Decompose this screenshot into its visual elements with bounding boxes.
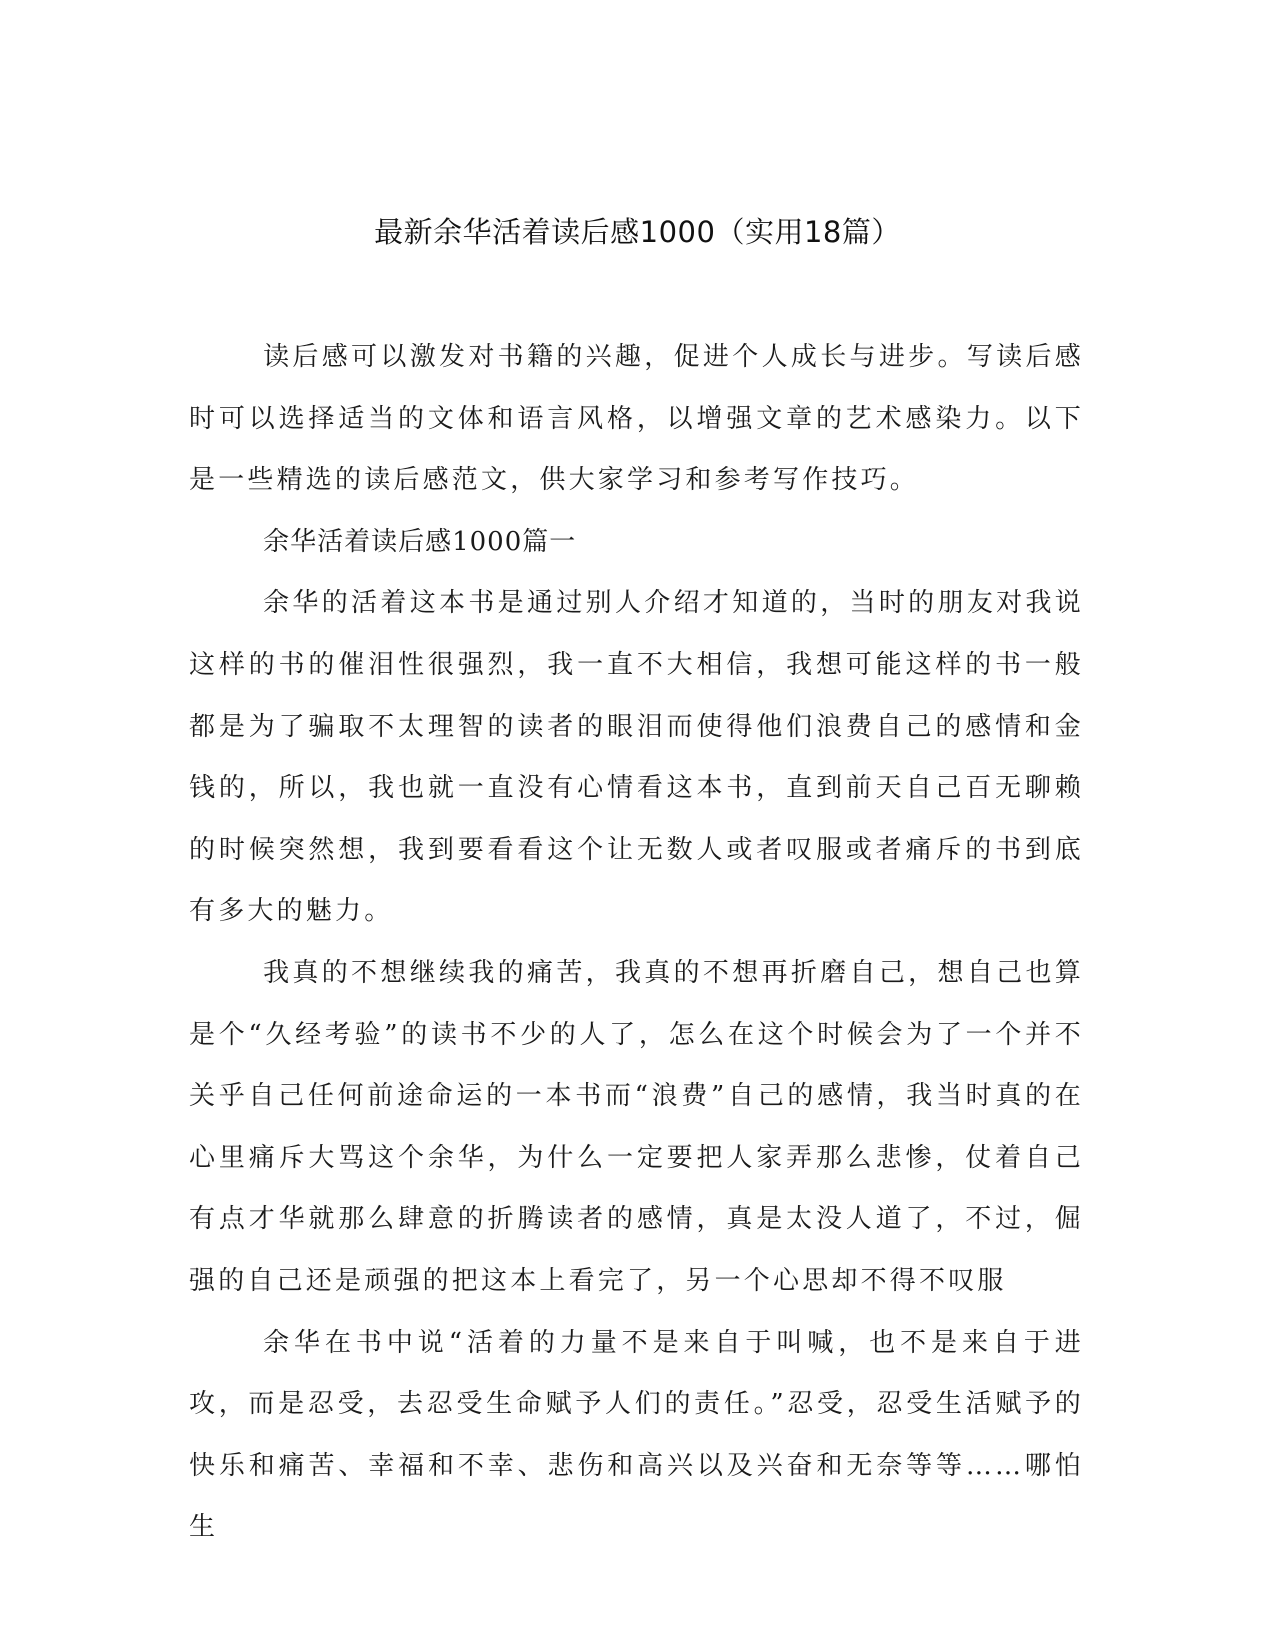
section-heading: 余华活着读后感1000篇一 [263, 526, 577, 557]
document-body [189, 327, 1084, 1559]
document-title: 最新余华活着读后感1000（实用18篇） [374, 215, 901, 249]
body-paragraph: 余华的活着这本书是通过别人介绍才知道的，当时的朋友对我说这样的书的催泪性很强烈，我一直不大相信，我想可能这样的书一般都是为了骗取不太理智的读者的眼泪而使得他们浪费自己的感情和金钱的，所以，我也就一直没有心情看这本书，直到前天自己百无聊赖的时候突然想，我到要看看这个让无数人或者叹服或者痛斥的书到底有多大的魅力。 [189, 588, 1084, 927]
body-paragraph: 我真的不想继续我的痛苦，我真的不想再折磨自己，想自己也算是个“久经考验”的读书不少的人了，怎么在这个时候会为了一个并不关乎自己任何前途命运的一本书而“浪费”自己的感情，我当时真的在心里痛斥大骂这个余华，为什么一定要把人家弄那么悲惨，仗着自己有点才华就那么肆意的折腾读者的感情，真是太没人道了，不过，倔强的自己还是顽强的把这本上看完了，另一个心思却不得不叹服 [189, 957, 1084, 1296]
body-paragraph: 余华在书中说“活着的力量不是来自于叫喊，也不是来自于进攻，而是忍受，去忍受生命赋予人们的责任。”忍受，忍受生活赋予的快乐和痛苦、幸福和不幸、悲伤和高兴以及兴奋和无奈等等……哪怕生 [189, 1327, 1084, 1543]
intro-paragraph: 读后感可以激发对书籍的兴趣，促进个人成长与进步。写读后感时可以选择适当的文体和语言风格，以增强文章的艺术感染力。以下是一些精选的读后感范文，供大家学习和参考写作技巧。 [189, 342, 1084, 496]
